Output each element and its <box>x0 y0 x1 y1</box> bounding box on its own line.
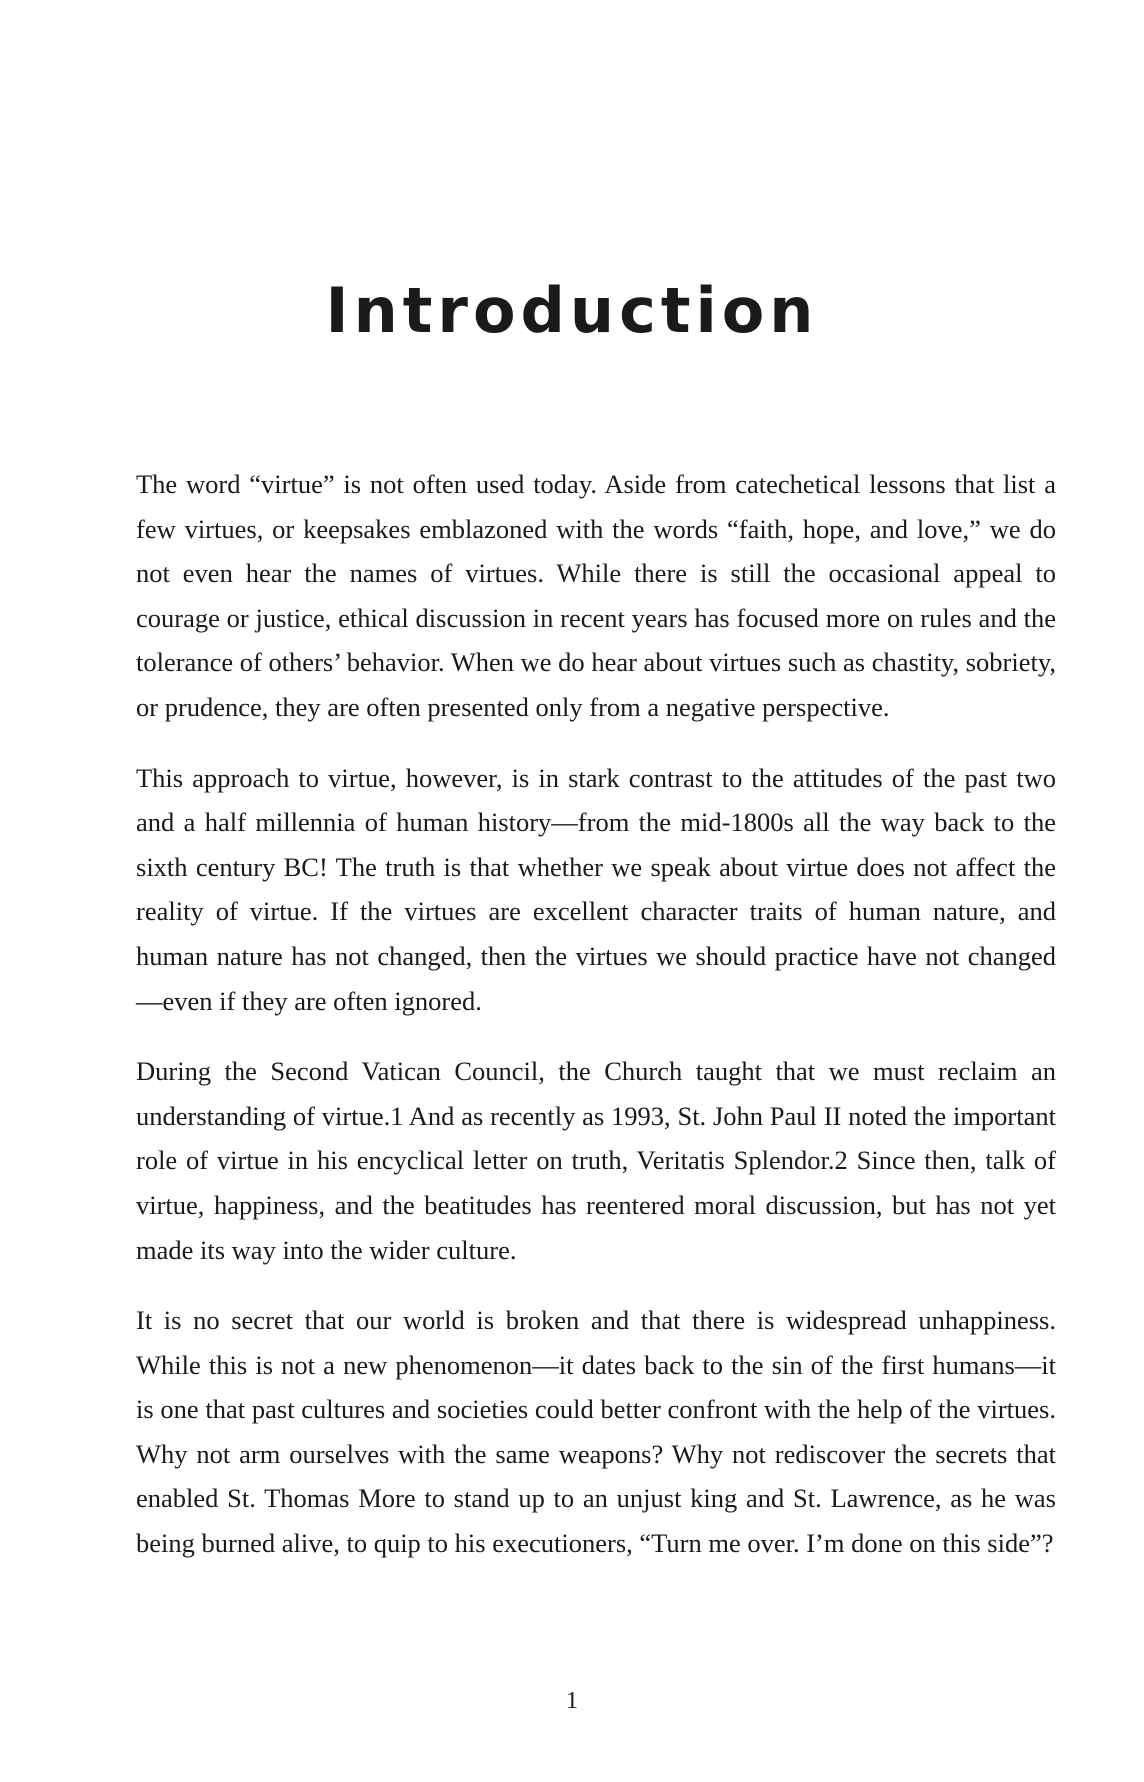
paragraph-3: During the Second Vatican Council, the Church taught that we must reclaim an understanding of virtue.1 And as recently as 1993, St. John Paul II noted the important role of virtue in his encyclical letter on truth, Veritatis Splendor.2 Since then, talk of virtue, happiness, and the beatitudes has reentered moral discussion, but has not yet made its way into the wider culture. <box>136 1056 1056 1265</box>
paragraph-1: The word “virtue” is not often used today. Aside from catechetical lessons that list a few virtues, or keepsakes emblazoned with the words “faith, hope, and love,” we do not even hear the names of virtues. While there is still the occasional appeal to courage or justice, ethical discussion in recent years has focused more on rules and the tolerance of others’ behavior. When we do hear about virtues such as chastity, sobriety, or prudence, they are often presented only from a negative perspective. <box>136 469 1056 722</box>
chapter-title: Introduction <box>325 274 819 347</box>
paragraph-2: This approach to virtue, however, is in stark contrast to the attitudes of the past two and a half millennia of human history—from the mid-1800s all the way back to the sixth century BC! The truth is that whether we speak about virtue does not affect the reality of virtue. If the virtues are excellent character traits of human nature, and human nature has not changed, then the virtues we should practice have not changed—even if they are often ignored. <box>136 762 1056 1016</box>
paragraph-4: It is no secret that our world is broken and that there is widespread unhappiness. While this is not a new phenomenon—it dates back to the sin of the first humans—it is one that past cultures and societies could better confront with the help of the virtues. Why not arm ourselves with the same weapons? Why not rediscover the secrets that enabled St. Thomas More to stand up to an unjust king and St. Lawrence, as he was being burned alive, to quip to his executioners, “Turn me over. I’m done on this side”? <box>136 1305 1056 1559</box>
page-number: 1 <box>566 1688 578 1714</box>
chapter-body <box>136 462 1056 1592</box>
